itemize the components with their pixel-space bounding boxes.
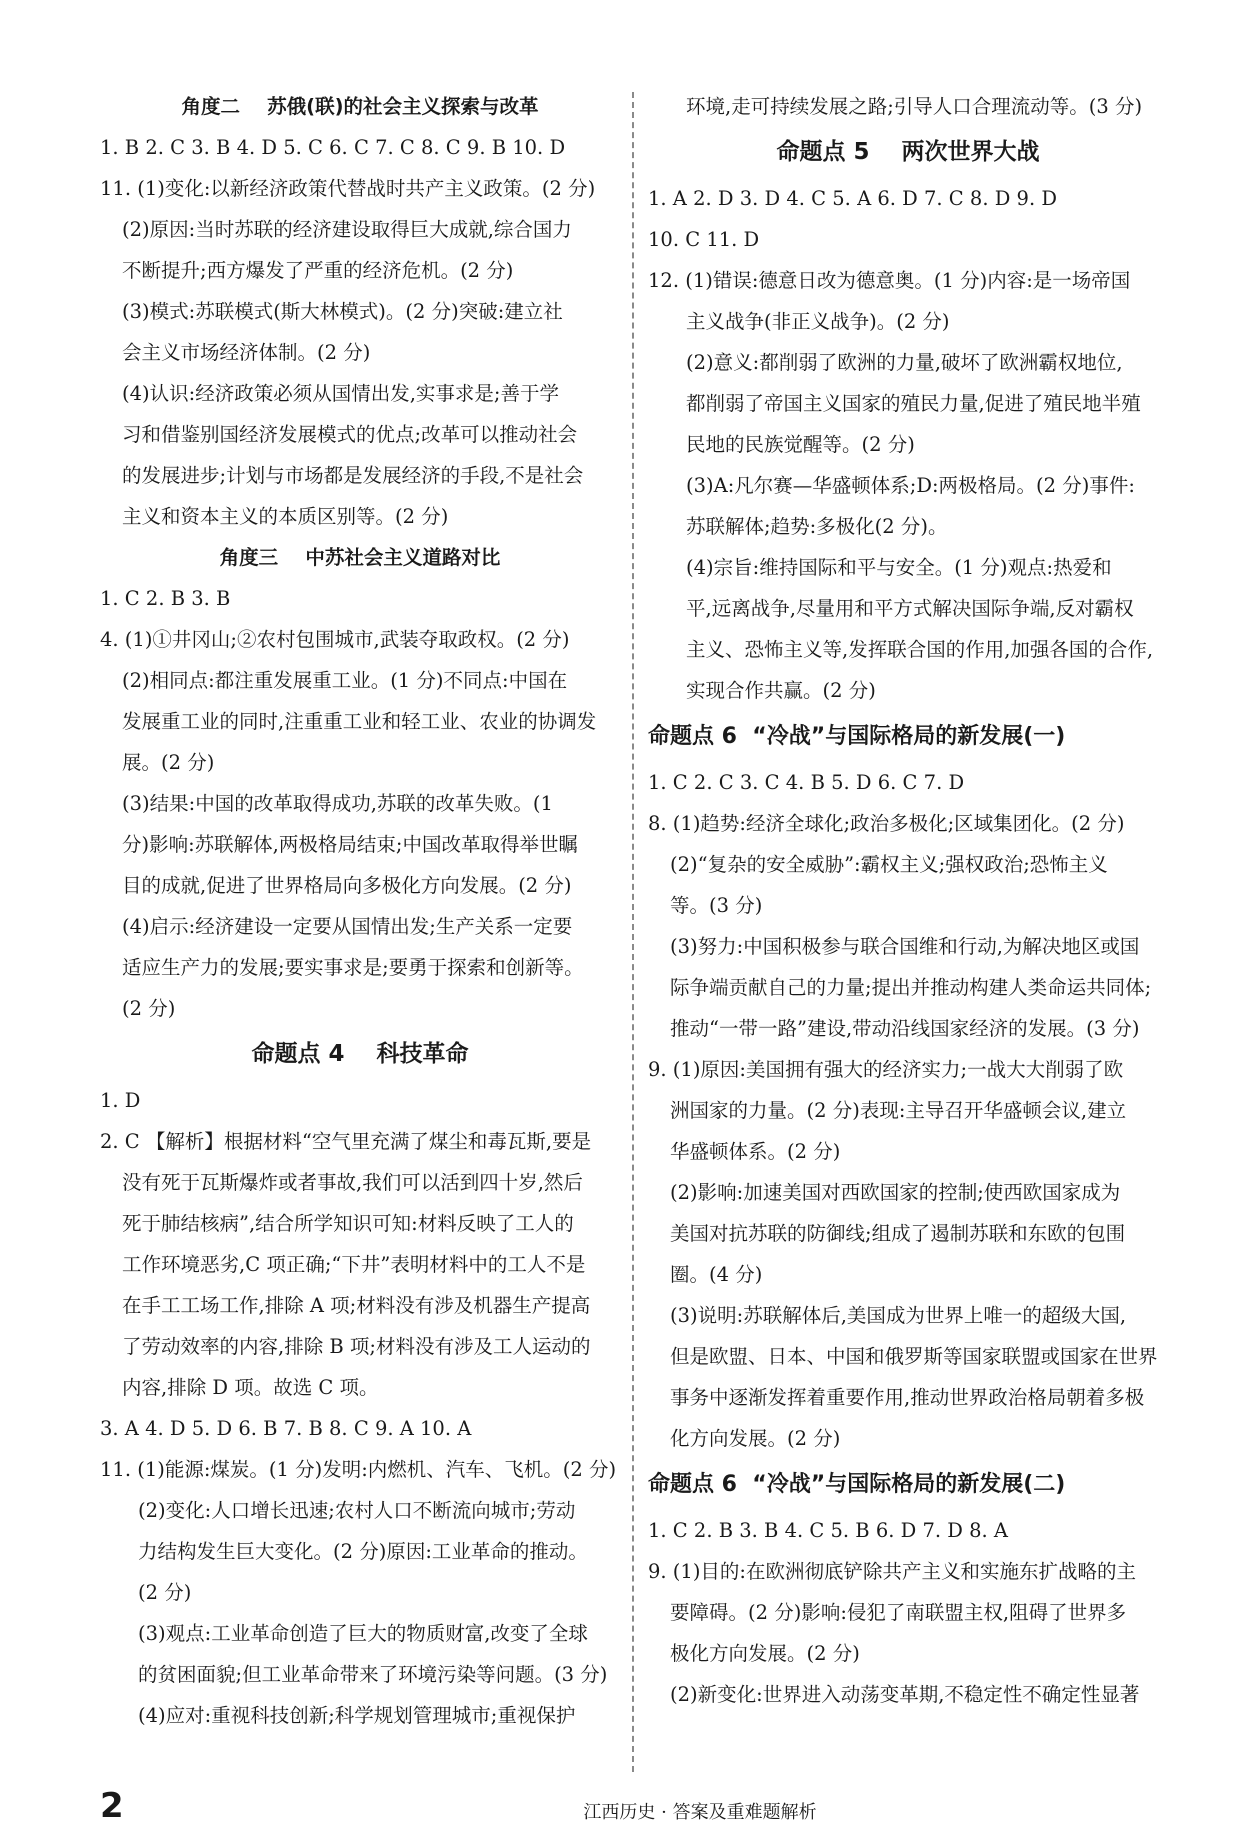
answer-line: 9. (1)目的:在欧洲彻底铲除共产主义和实施东扩战略的主 <box>648 1560 1136 1583</box>
section-heading: 命题点 4 科技革命 <box>251 1041 469 1067</box>
answer-line: 2. C 【解析】根据材料“空气里充满了煤尘和毒瓦斯,要是 <box>100 1130 592 1153</box>
answer-line: 都削弱了帝国主义国家的殖民力量,促进了殖民地半殖 <box>686 392 1141 415</box>
answer-line: 1. D <box>100 1089 141 1112</box>
answer-line: 平,远离战争,尽量用和平方式解决国际争端,反对霸权 <box>686 597 1134 620</box>
answer-line: 11. (1)变化:以新经济政策代替战时共产主义政策。(2 分) <box>100 177 596 200</box>
answer-line: (4)宗旨:维持国际和平与安全。(1 分)观点:热爱和 <box>686 556 1112 579</box>
answer-line: (2)新变化:世界进入动荡变革期,不稳定性不确定性显著 <box>670 1683 1140 1706</box>
page-footer <box>100 1786 1170 1832</box>
answer-line: 1. C 2. C 3. C 4. B 5. D 6. C 7. D <box>648 771 965 794</box>
page-number: 2 <box>100 1786 124 1826</box>
answer-line: 民地的民族觉醒等。(2 分) <box>686 433 915 456</box>
answer-line: 华盛顿体系。(2 分) <box>670 1140 841 1163</box>
answer-line: 10. C 11. D <box>648 228 760 251</box>
section-heading: 命题点 5 两次世界大战 <box>776 139 1040 165</box>
answer-line: 9. (1)原因:美国拥有强大的经济实力;一战大大削弱了欧 <box>648 1058 1124 1081</box>
answer-line: 内容,排除 D 项。故选 C 项。 <box>122 1376 379 1399</box>
answer-line: 没有死于瓦斯爆炸或者事故,我们可以活到四十岁,然后 <box>122 1171 583 1194</box>
section-heading: 命题点 6 “冷战”与国际格局的新发展(一) <box>648 724 1066 749</box>
answer-line: 事务中逐渐发挥着重要作用,推动世界政治格局朝着多极 <box>670 1386 1145 1409</box>
answer-line: (3)模式:苏联模式(斯大林模式)。(2 分)突破:建立社 <box>122 300 563 323</box>
answer-line: 展。(2 分) <box>122 751 215 774</box>
answer-line: (3)努力:中国积极参与联合国维和行动,为解决地区或国 <box>670 935 1140 958</box>
left-column <box>100 86 620 1736</box>
answer-line: (3)结果:中国的改革取得成功,苏联的改革失败。(1 <box>122 792 553 815</box>
subsection-heading: 角度三 中苏社会主义道路对比 <box>219 546 501 569</box>
right-column <box>648 86 1168 1715</box>
answer-line: 1. C 2. B 3. B <box>100 587 231 610</box>
answer-line: 主义、恐怖主义等,发挥联合国的作用,加强各国的合作, <box>686 638 1154 661</box>
answer-line: 美国对抗苏联的防御线;组成了遏制苏联和东欧的包围 <box>670 1222 1126 1245</box>
answer-line: (3)A:凡尔赛—华盛顿体系;D:两极格局。(2 分)事件: <box>686 474 1135 497</box>
section-heading: 命题点 6 “冷战”与国际格局的新发展(二) <box>648 1472 1066 1497</box>
answer-line: 目的成就,促进了世界格局向多极化方向发展。(2 分) <box>122 874 572 897</box>
answer-line: 会主义市场经济体制。(2 分) <box>122 341 371 364</box>
answer-line: 等。(3 分) <box>670 894 763 917</box>
answer-line: (4)应对:重视科技创新;科学规划管理城市;重视保护 <box>138 1704 576 1727</box>
answer-line: (3)说明:苏联解体后,美国成为世界上唯一的超级大国, <box>670 1304 1127 1327</box>
answer-line: (2)意义:都削弱了欧洲的力量,破坏了欧洲霸权地位, <box>686 351 1123 374</box>
answer-line: (2)相同点:都注重发展重工业。(1 分)不同点:中国在 <box>122 669 568 692</box>
answer-line: (3)观点:工业革命创造了巨大的物质财富,改变了全球 <box>138 1622 588 1645</box>
answer-line: (2)原因:当时苏联的经济建设取得巨大成就,综合国力 <box>122 218 572 241</box>
answer-line: 环境,走可持续发展之路;引导人口合理流动等。(3 分) <box>686 95 1143 118</box>
answer-line: 力结构发生巨大变化。(2 分)原因:工业革命的推动。 <box>138 1540 588 1563</box>
answer-line: 在手工工场工作,排除 A 项;材料没有涉及机器生产提高 <box>122 1294 591 1317</box>
answer-line: 1. A 2. D 3. D 4. C 5. A 6. D 7. C 8. D 9. D <box>648 187 1057 210</box>
answer-line: 的贫困面貌;但工业革命带来了环境污染等问题。(3 分) <box>138 1663 608 1686</box>
answer-line: 要障碍。(2 分)影响:侵犯了南联盟主权,阻碍了世界多 <box>670 1601 1127 1624</box>
answer-line: 洲国家的力量。(2 分)表现:主导召开华盛顿会议,建立 <box>670 1099 1127 1122</box>
subsection-heading: 角度二 苏俄(联)的社会主义探索与改革 <box>181 95 539 118</box>
answer-line: 发展重工业的同时,注重重工业和轻工业、农业的协调发 <box>122 710 597 733</box>
answer-line: 1. C 2. B 3. B 4. C 5. B 6. D 7. D 8. A <box>648 1519 1008 1542</box>
answer-line: 1. B 2. C 3. B 4. D 5. C 6. C 7. C 8. C 9. B 10. D <box>100 136 566 159</box>
answer-line: 分)影响:苏联解体,两极格局结束;中国改革取得举世瞩 <box>122 833 578 856</box>
answer-line: 不断提升;西方爆发了严重的经济危机。(2 分) <box>122 259 514 282</box>
answer-line: 际争端贡献自己的力量;提出并推动构建人类命运共同体; <box>670 976 1152 999</box>
answer-line: 实现合作共赢。(2 分) <box>686 679 876 702</box>
answer-line: 适应生产力的发展;要实事求是;要勇于探索和创新等。 <box>122 956 584 979</box>
answer-line: 主义和资本主义的本质区别等。(2 分) <box>122 505 449 528</box>
answer-line: 12. (1)错误:德意日改为德意奥。(1 分)内容:是一场帝国 <box>648 269 1131 292</box>
answer-line: 3. A 4. D 5. D 6. B 7. B 8. C 9. A 10. A <box>100 1417 472 1440</box>
answer-line: 4. (1)①井冈山;②农村包围城市,武装夺取政权。(2 分) <box>100 628 570 651</box>
answer-line: 的发展进步;计划与市场都是发展经济的手段,不是社会 <box>122 464 584 487</box>
answer-line: (2)“复杂的安全威胁”:霸权主义;强权政治;恐怖主义 <box>670 853 1108 876</box>
answer-line: 11. (1)能源:煤炭。(1 分)发明:内燃机、汽车、飞机。(2 分) <box>100 1458 617 1481</box>
answer-line: 苏联解体;趋势:多极化(2 分)。 <box>686 515 948 538</box>
footer-title: 江西历史 · 答案及重难题解析 <box>583 1802 817 1823</box>
column-divider <box>632 92 634 1772</box>
answer-line: 主义战争(非正义战争)。(2 分) <box>686 310 950 333</box>
answer-line: (4)认识:经济政策必须从国情出发,实事求是;善于学 <box>122 382 559 405</box>
answer-line: (4)启示:经济建设一定要从国情出发;生产关系一定要 <box>122 915 573 938</box>
answer-line: 极化方向发展。(2 分) <box>670 1642 860 1665</box>
answer-line: 但是欧盟、日本、中国和俄罗斯等国家联盟或国家在世界 <box>670 1345 1158 1368</box>
answer-line: 工作环境恶劣,C 项正确;“下井”表明材料中的工人不是 <box>122 1253 586 1276</box>
answer-line: 习和借鉴别国经济发展模式的优点;改革可以推动社会 <box>122 423 578 446</box>
answer-line: 了劳动效率的内容,排除 B 项;材料没有涉及工人运动的 <box>122 1335 591 1358</box>
answer-line: 圈。(4 分) <box>670 1263 763 1286</box>
answer-line: 化方向发展。(2 分) <box>670 1427 841 1450</box>
answer-line: (2)变化:人口增长迅速;农村人口不断流向城市;劳动 <box>138 1499 576 1522</box>
answer-line: (2)影响:加速美国对西欧国家的控制;使西欧国家成为 <box>670 1181 1121 1204</box>
answer-line: (2 分) <box>138 1581 192 1604</box>
answer-line: 死于肺结核病”,结合所学知识可知:材料反映了工人的 <box>122 1212 574 1235</box>
answer-line: (2 分) <box>122 997 176 1020</box>
answer-line: 8. (1)趋势:经济全球化;政治多极化;区域集团化。(2 分) <box>648 812 1125 835</box>
answer-line: 推动“一带一路”建设,带动沿线国家经济的发展。(3 分) <box>670 1017 1140 1040</box>
